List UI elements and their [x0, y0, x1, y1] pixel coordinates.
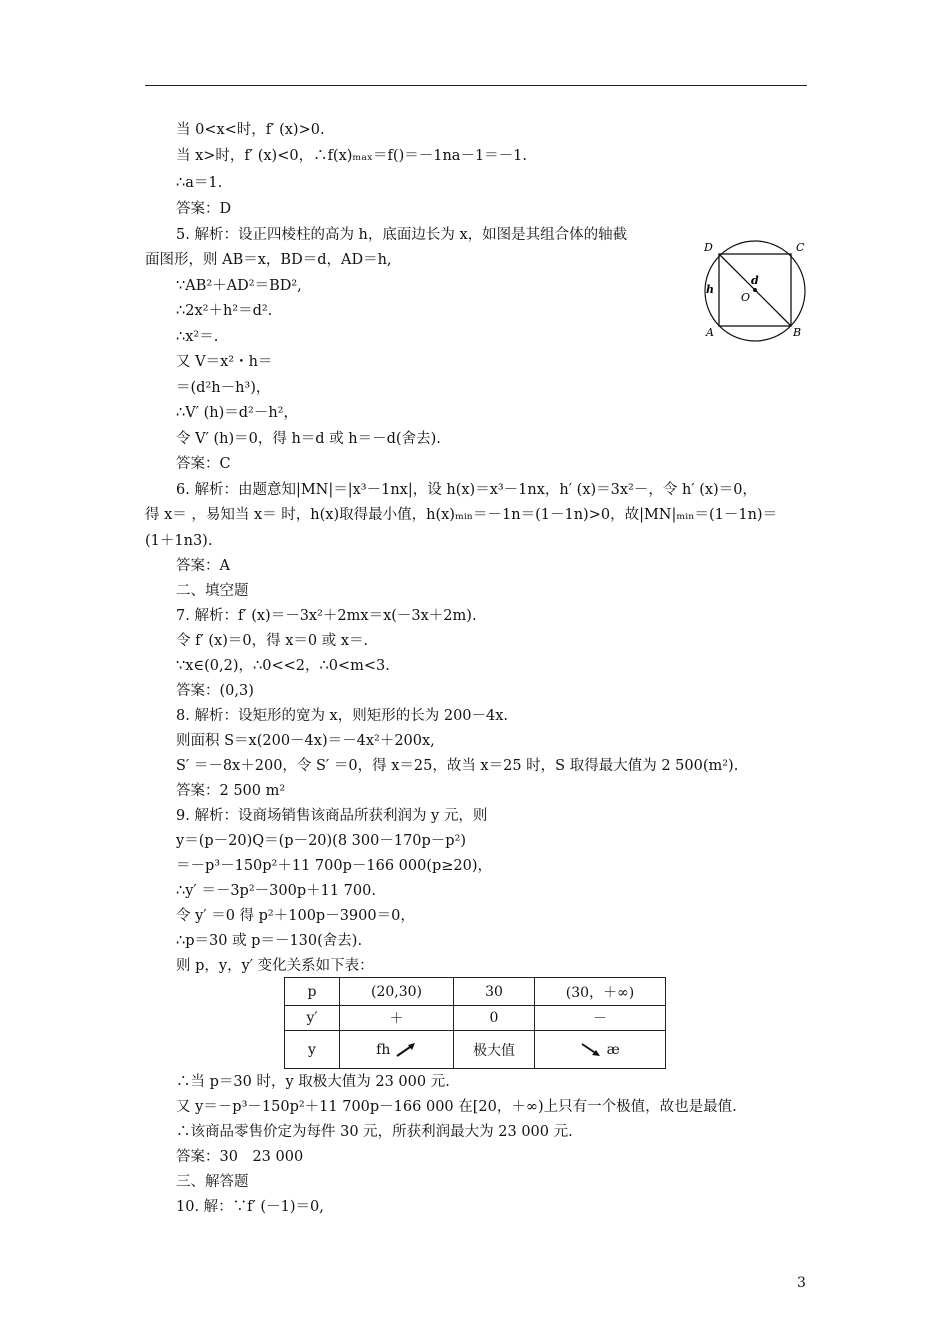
table-row: [285, 978, 666, 1006]
text-line: 5. 解析：设正四棱柱的高为 h，底面边长为 x，如图是其组合体的轴截: [176, 227, 628, 243]
table-cell: [340, 1031, 454, 1069]
label-C: C: [796, 241, 805, 254]
table-cell: －: [535, 1006, 666, 1031]
text-line: ∴当 p＝30 时，y 取极大值为 23 000 元.: [176, 1074, 450, 1090]
text-line: ∴2x²＋h²＝d².: [176, 303, 273, 319]
label-h: h: [706, 283, 714, 296]
circle-square-diagram: [698, 236, 813, 346]
text-line: 答案：(0,3): [176, 683, 254, 699]
arrow-up-right-icon: [395, 1042, 417, 1058]
table-row: [285, 1006, 666, 1031]
table-cell: y′: [285, 1006, 340, 1031]
label-d: d: [751, 274, 759, 287]
text-line: ∴y′ ＝－3p²－300p＋11 700.: [176, 883, 376, 899]
header-rule: [145, 85, 807, 86]
text-line: 答案：A: [176, 558, 230, 574]
text-line: 得 x＝ ，易知当 x＝ 时，h(x)取得最小值，h(x)ₘᵢₙ＝－1n＝(1－1n)>0，故|MN|ₘᵢₙ＝(1－1n)＝: [145, 507, 778, 523]
text-line: ∴V′ (h)＝d²－h²，: [176, 405, 298, 421]
label-A: A: [706, 326, 714, 339]
text-line: 令 V′ (h)＝0，得 h＝d 或 h＝－d(舍去).: [176, 431, 441, 447]
table-row: [285, 1031, 666, 1069]
label-B: B: [793, 326, 802, 339]
table-cell: 0: [454, 1006, 535, 1031]
text-line: 9. 解析：设商场销售该商品所获利润为 y 元，则: [176, 808, 488, 824]
decreasing-label: æ: [606, 1041, 620, 1058]
variation-table: [284, 977, 666, 1069]
table-cell: 30: [454, 978, 535, 1006]
text-line: ∴a＝1.: [176, 175, 223, 191]
text-line: ∵AB²＋AD²＝BD²,: [176, 278, 302, 294]
table-cell: 极大值: [454, 1031, 535, 1069]
table-cell: [535, 1031, 666, 1069]
section-heading: 三、解答题: [176, 1174, 249, 1190]
text-line: (1＋1n3).: [145, 533, 213, 549]
text-line: 当 0<x<时，f′ (x)>0.: [176, 122, 325, 138]
text-line: ＝－p³－150p²＋11 700p－166 000(p≥20)，: [176, 858, 493, 874]
text-line: 面图形，则 AB＝x，BD＝d，AD＝h,: [145, 252, 392, 268]
text-line: 则 p，y，y′ 变化关系如下表：: [176, 958, 374, 974]
table-cell: y: [285, 1031, 340, 1069]
text-line: 当 x>时，f′ (x)<0，∴f(x)ₘₐₓ＝f()＝－1na－1＝－1.: [176, 148, 528, 164]
page-number: 3: [797, 1275, 806, 1291]
axial-section-figure: [698, 236, 813, 346]
text-line: 答案：2 500 m²: [176, 783, 286, 799]
text-line: 令 y′ ＝0 得 p²＋100p－3900＝0，: [176, 908, 415, 924]
text-line: 则面积 S＝x(200－4x)＝－4x²＋200x,: [176, 733, 435, 749]
table-cell: p: [285, 978, 340, 1006]
text-line: ∵x∈(0,2)，∴0<<2，∴0<m<3.: [176, 658, 390, 674]
text-line: 10. 解：∵f′ (－1)＝0,: [176, 1199, 324, 1215]
text-line: 8. 解析：设矩形的宽为 x，则矩形的长为 200－4x.: [176, 708, 509, 724]
label-O: O: [741, 291, 751, 304]
label-D: D: [704, 241, 713, 254]
text-line: ∴该商品零售价定为每件 30 元，所获利润最大为 23 000 元.: [176, 1124, 573, 1140]
section-heading: 二、填空题: [176, 583, 249, 599]
text-line: 6. 解析：由题意知|MN|＝|x³－1nx|，设 h(x)＝x³－1nx，h′ (x)＝3x²－，令 h′ (x)＝0，: [176, 482, 757, 498]
text-line: ∴p＝30 或 p＝－130(舍去).: [176, 933, 363, 949]
text-line: 又 y＝－p³－150p²＋11 700p－166 000 在[20，＋∞)上只有一个极值，故也是最值.: [176, 1099, 737, 1115]
text-line: y＝(p－20)Q＝(p－20)(8 300－170p－p²): [176, 833, 467, 849]
text-line: 答案：30 23 000: [176, 1149, 304, 1165]
text-line: 答案：C: [176, 456, 231, 472]
text-line: 7. 解析：f′ (x)＝－3x²＋2mx＝x(－3x＋2m).: [176, 608, 477, 624]
text-line: S′ ＝－8x＋200，令 S′ ＝0，得 x＝25，故当 x＝25 时，S 取得最大值为 2 500(m²).: [176, 758, 739, 774]
table-cell: ＋: [340, 1006, 454, 1031]
arrow-down-right-icon: [580, 1042, 602, 1058]
text-line: 答案：D: [176, 201, 232, 217]
text-line: ＝(d²h－h³)，: [176, 380, 271, 396]
text-line: 令 f′ (x)＝0，得 x＝0 或 x＝.: [176, 633, 369, 649]
text-line: ∴x²＝.: [176, 329, 219, 345]
table-cell: (20,30): [340, 978, 454, 1006]
table-cell: (30，＋∞): [535, 978, 666, 1006]
increasing-label: fh: [376, 1041, 391, 1058]
text-line: 又 V＝x²・h＝: [176, 354, 273, 370]
